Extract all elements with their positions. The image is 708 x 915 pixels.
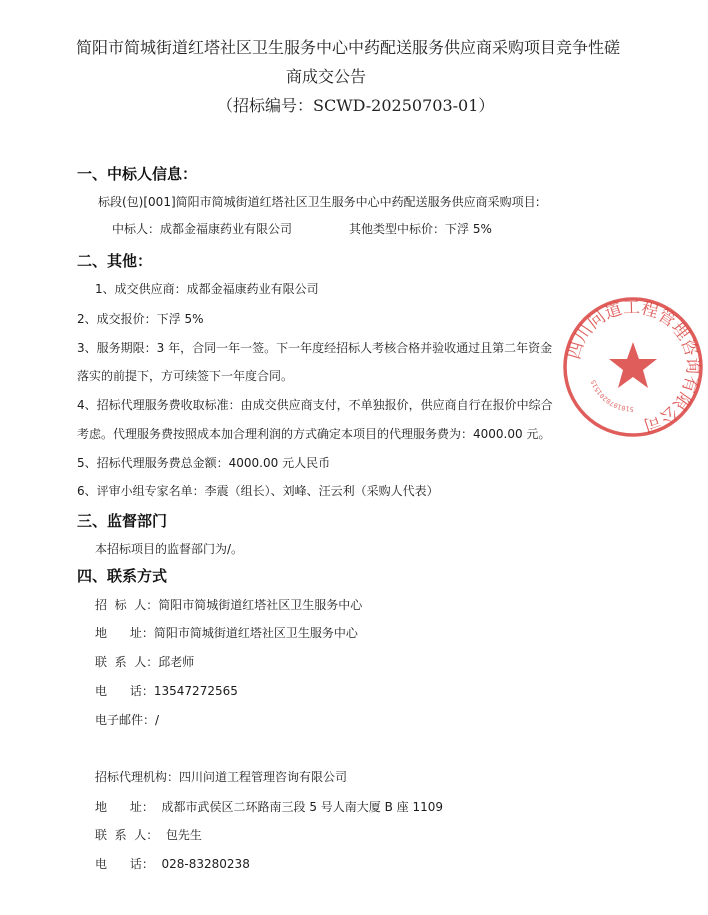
other-item-1: 1、成交供应商：成都金福康药业有限公司 <box>95 282 319 296</box>
contact-phone: 电 话：13547272565 <box>95 684 238 698</box>
contact-address: 地 址：简阳市简城街道红塔社区卫生服务中心 <box>95 626 358 640</box>
other-item-4-line-2: 考虑。代理服务费按照成本加合理利润的方式确定本项目的代理服务费为：4000.00 元。 <box>77 427 551 441</box>
agency-contact: 联 系 人： 包先生 <box>95 828 202 842</box>
contact-person: 联 系 人：邱老师 <box>95 655 195 669</box>
other-item-5: 5、招标代理服务费总金额：4000.00 元人民币 <box>77 456 331 470</box>
title-line-2: 商成交公告 <box>286 67 367 86</box>
supervision-body: 本招标项目的监督部门为/。 <box>95 542 244 556</box>
other-item-2: 2、成交报价：下浮 5% <box>77 312 204 326</box>
other-item-4-line-1: 4、招标代理服务费收取标准：由成交供应商支付，不单独报价，供应商自行在报价中综合 <box>77 398 553 412</box>
seal-star-icon <box>609 342 657 388</box>
winning-price: 其他类型中标价：下浮 5% <box>349 222 492 236</box>
other-item-3-line-2: 落实的前提下，方可续签下一年度合同。 <box>77 369 294 383</box>
section-winner-heading: 一、中标人信息： <box>77 165 198 183</box>
contact-buyer: 招 标 人：简阳市简城街道红塔社区卫生服务中心 <box>95 598 363 612</box>
agency-name: 招标代理机构：四川问道工程管理咨询有限公司 <box>95 770 348 784</box>
other-item-6: 6、评审小组专家名单：李震（组长）、刘峰、汪云利（采购人代表） <box>77 484 439 498</box>
contact-email: 电子邮件：/ <box>95 713 160 727</box>
other-item-3-line-1: 3、服务期限：3 年，合同一年一签。下一年度经招标人考核合格并验收通过且第二年资金 <box>77 341 553 355</box>
section-contact-heading: 四、联系方式 <box>77 567 168 585</box>
tender-code: （招标编号：SCWD-20250703-01） <box>217 96 495 115</box>
title-line-1: 简阳市简城街道红塔社区卫生服务中心中药配送服务供应商采购项目竞争性磋 <box>76 38 621 57</box>
lot-line: 标段(包)[001]简阳市简城街道红塔社区卫生服务中心中药配送服务供应商采购项目: <box>98 195 540 209</box>
company-seal <box>558 292 708 442</box>
seal-text: 四川问道工程管理咨询有限公司 <box>564 297 703 436</box>
section-other-heading: 二、其他： <box>77 252 153 270</box>
agency-phone: 电 话： 028-83280238 <box>95 857 250 871</box>
seal-number: 5101070201515 <box>589 378 634 414</box>
section-supervision-heading: 三、监督部门 <box>77 512 168 530</box>
agency-address: 地 址： 成都市武侯区二环路南三段 5 号人南大厦 B 座 1109 <box>95 800 443 814</box>
winner-name: 中标人：成都金福康药业有限公司 <box>112 222 293 236</box>
